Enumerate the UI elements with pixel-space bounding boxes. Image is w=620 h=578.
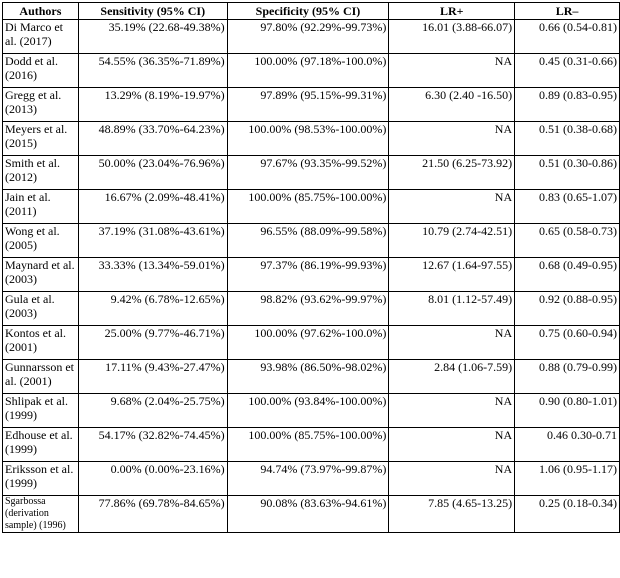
- authors-cell: Kontos et al. (2001): [3, 326, 79, 360]
- table-row: [3, 88, 620, 122]
- table-row: [3, 428, 620, 462]
- specificity-cell: 94.74% (73.97%-99.87%): [227, 462, 389, 496]
- authors-cell: Gunnarsson et al. (2001): [3, 360, 79, 394]
- header-specificity: Specificity (95% CI): [227, 3, 389, 20]
- authors-cell: Gula et al. (2003): [3, 292, 79, 326]
- specificity-cell: 93.98% (86.50%-98.02%): [227, 360, 389, 394]
- lr-negative-cell: 0.83 (0.65-1.07): [515, 190, 620, 224]
- lr-positive-cell: 10.79 (2.74-42.51): [389, 224, 515, 258]
- authors-cell: Sgarbossa (derivation sample) (1996): [3, 496, 79, 533]
- lr-positive-cell: 12.67 (1.64-97.55): [389, 258, 515, 292]
- sensitivity-cell: 50.00% (23.04%-76.96%): [78, 156, 227, 190]
- lr-positive-cell: 8.01 (1.12-57.49): [389, 292, 515, 326]
- header-authors: Authors: [3, 3, 79, 20]
- authors-cell: Wong et al. (2005): [3, 224, 79, 258]
- authors-cell: Meyers et al. (2015): [3, 122, 79, 156]
- lr-positive-cell: NA: [389, 428, 515, 462]
- header-sensitivity: Sensitivity (95% CI): [78, 3, 227, 20]
- table-row: [3, 224, 620, 258]
- lr-positive-cell: 16.01 (3.88-66.07): [389, 20, 515, 54]
- sensitivity-cell: 33.33% (13.34%-59.01%): [78, 258, 227, 292]
- table-row: [3, 122, 620, 156]
- lr-positive-cell: 7.85 (4.65-13.25): [389, 496, 515, 533]
- table-row: [3, 496, 620, 533]
- lr-negative-cell: 0.65 (0.58-0.73): [515, 224, 620, 258]
- lr-negative-cell: 0.90 (0.80-1.01): [515, 394, 620, 428]
- lr-positive-cell: 6.30 (2.40 -16.50): [389, 88, 515, 122]
- specificity-cell: 97.67% (93.35%-99.52%): [227, 156, 389, 190]
- lr-negative-cell: 0.45 (0.31-0.66): [515, 54, 620, 88]
- specificity-cell: 98.82% (93.62%-99.97%): [227, 292, 389, 326]
- authors-cell: Smith et al. (2012): [3, 156, 79, 190]
- sensitivity-cell: 9.68% (2.04%-25.75%): [78, 394, 227, 428]
- lr-positive-cell: 2.84 (1.06-7.59): [389, 360, 515, 394]
- results-table-container: [2, 2, 620, 533]
- sensitivity-cell: 9.42% (6.78%-12.65%): [78, 292, 227, 326]
- authors-cell: Di Marco et al. (2017): [3, 20, 79, 54]
- sensitivity-cell: 48.89% (33.70%-64.23%): [78, 122, 227, 156]
- table-header-row: [3, 3, 620, 20]
- table-row: [3, 394, 620, 428]
- sensitivity-cell: 54.55% (36.35%-71.89%): [78, 54, 227, 88]
- specificity-cell: 97.37% (86.19%-99.93%): [227, 258, 389, 292]
- authors-cell: Dodd et al. (2016): [3, 54, 79, 88]
- lr-negative-cell: 0.75 (0.60-0.94): [515, 326, 620, 360]
- sensitivity-cell: 17.11% (9.43%-27.47%): [78, 360, 227, 394]
- lr-positive-cell: 21.50 (6.25-73.92): [389, 156, 515, 190]
- table-body: [3, 20, 620, 533]
- specificity-cell: 96.55% (88.09%-99.58%): [227, 224, 389, 258]
- table-row: [3, 292, 620, 326]
- sensitivity-cell: 25.00% (9.77%-46.71%): [78, 326, 227, 360]
- lr-positive-cell: NA: [389, 54, 515, 88]
- lr-negative-cell: 1.06 (0.95-1.17): [515, 462, 620, 496]
- header-lr-negative: LR–: [515, 3, 620, 20]
- specificity-cell: 100.00% (85.75%-100.00%): [227, 428, 389, 462]
- specificity-cell: 100.00% (97.18%-100.0%): [227, 54, 389, 88]
- lr-negative-cell: 0.66 (0.54-0.81): [515, 20, 620, 54]
- authors-cell: Gregg et al. (2013): [3, 88, 79, 122]
- lr-negative-cell: 0.88 (0.79-0.99): [515, 360, 620, 394]
- sensitivity-cell: 54.17% (32.82%-74.45%): [78, 428, 227, 462]
- specificity-cell: 100.00% (97.62%-100.0%): [227, 326, 389, 360]
- table-row: [3, 190, 620, 224]
- sensitivity-cell: 37.19% (31.08%-43.61%): [78, 224, 227, 258]
- specificity-cell: 97.89% (95.15%-99.31%): [227, 88, 389, 122]
- authors-cell: Shlipak et al. (1999): [3, 394, 79, 428]
- lr-negative-cell: 0.89 (0.83-0.95): [515, 88, 620, 122]
- table-row: [3, 326, 620, 360]
- specificity-cell: 100.00% (85.75%-100.00%): [227, 190, 389, 224]
- table-row: [3, 462, 620, 496]
- lr-positive-cell: NA: [389, 122, 515, 156]
- sensitivity-cell: 0.00% (0.00%-23.16%): [78, 462, 227, 496]
- specificity-cell: 100.00% (98.53%-100.00%): [227, 122, 389, 156]
- table-row: [3, 360, 620, 394]
- lr-positive-cell: NA: [389, 326, 515, 360]
- lr-positive-cell: NA: [389, 190, 515, 224]
- table-row: [3, 54, 620, 88]
- table-row: [3, 258, 620, 292]
- authors-cell: Jain et al. (2011): [3, 190, 79, 224]
- specificity-cell: 90.08% (83.63%-94.61%): [227, 496, 389, 533]
- sensitivity-cell: 16.67% (2.09%-48.41%): [78, 190, 227, 224]
- specificity-cell: 100.00% (93.84%-100.00%): [227, 394, 389, 428]
- lr-negative-cell: 0.68 (0.49-0.95): [515, 258, 620, 292]
- diagnostic-accuracy-table: [2, 2, 620, 533]
- authors-cell: Maynard et al. (2003): [3, 258, 79, 292]
- lr-positive-cell: NA: [389, 462, 515, 496]
- lr-negative-cell: 0.92 (0.88-0.95): [515, 292, 620, 326]
- specificity-cell: 97.80% (92.29%-99.73%): [227, 20, 389, 54]
- table-row: [3, 156, 620, 190]
- lr-positive-cell: NA: [389, 394, 515, 428]
- sensitivity-cell: 35.19% (22.68-49.38%): [78, 20, 227, 54]
- authors-cell: Edhouse et al. (1999): [3, 428, 79, 462]
- lr-negative-cell: 0.51 (0.30-0.86): [515, 156, 620, 190]
- lr-negative-cell: 0.25 (0.18-0.34): [515, 496, 620, 533]
- lr-negative-cell: 0.51 (0.38-0.68): [515, 122, 620, 156]
- lr-negative-cell: 0.46 0.30-0.71: [515, 428, 620, 462]
- header-lr-positive: LR+: [389, 3, 515, 20]
- sensitivity-cell: 77.86% (69.78%-84.65%): [78, 496, 227, 533]
- sensitivity-cell: 13.29% (8.19%-19.97%): [78, 88, 227, 122]
- table-row: [3, 20, 620, 54]
- authors-cell: Eriksson et al. (1999): [3, 462, 79, 496]
